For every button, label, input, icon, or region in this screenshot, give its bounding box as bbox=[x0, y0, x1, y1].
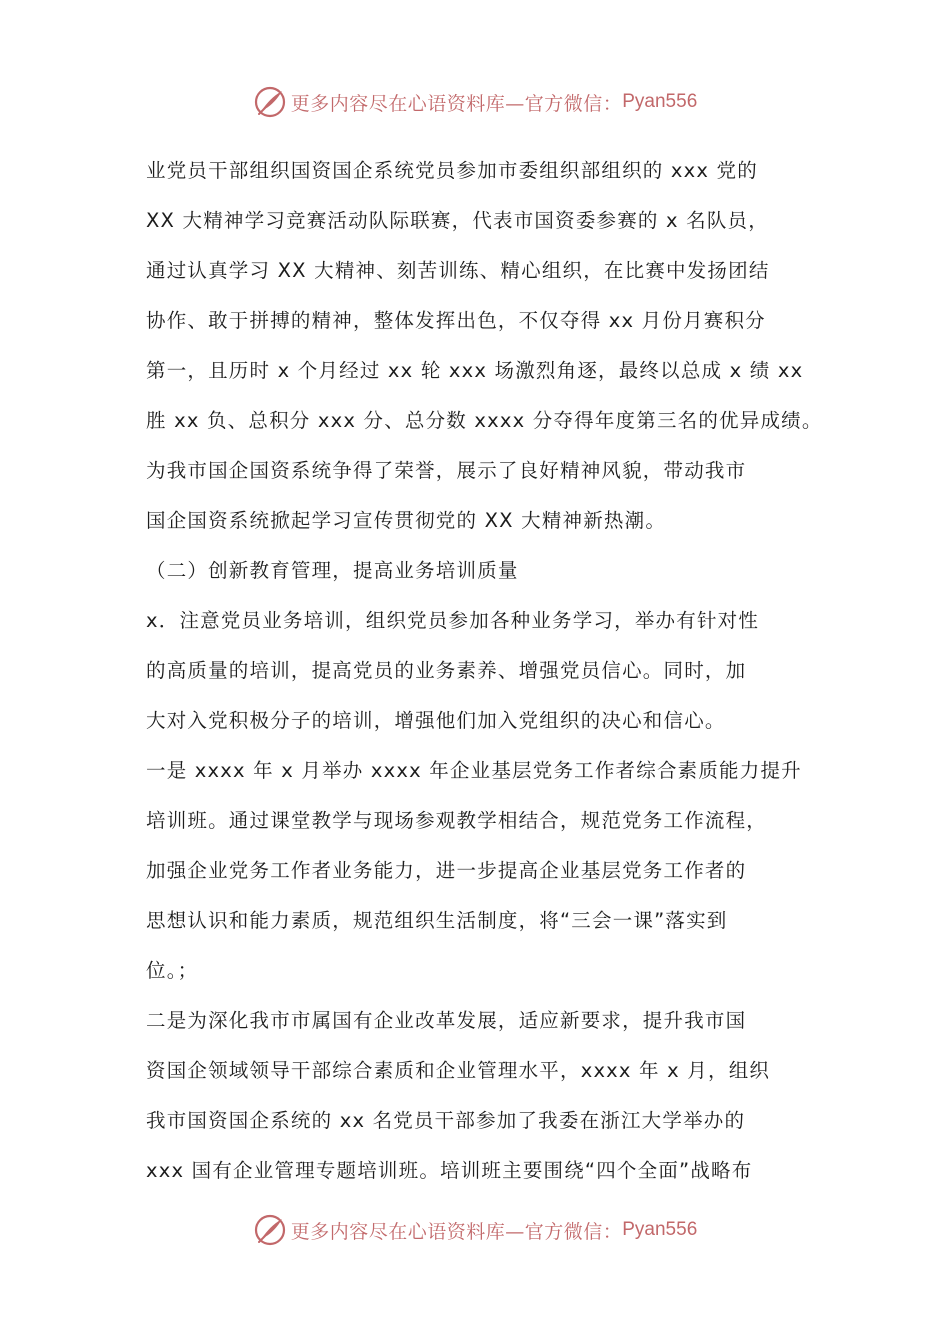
document-body bbox=[146, 146, 823, 1196]
quill-logo-icon bbox=[253, 85, 287, 119]
body-line: 资国企领域领导干部综合素质和企业管理水平，xxxx 年 x 月，组织 bbox=[146, 1059, 771, 1082]
watermark-text: 更多内容尽在心语资料库—官方微信： bbox=[290, 1220, 623, 1243]
body-line: 大对入党积极分子的培训，增强他们加入党组织的决心和信心。 bbox=[146, 709, 726, 732]
body-line: 的高质量的培训，提高党员的业务素养、增强党员信心。同时，加 bbox=[146, 659, 747, 682]
watermark-text: 更多内容尽在心语资料库—官方微信： bbox=[290, 92, 623, 115]
section-heading: （二）创新教育管理，提高业务培训质量 bbox=[146, 559, 519, 582]
body-line: 思想认识和能力素质，规范组织生活制度，将“三会一课”落实到 bbox=[146, 909, 728, 932]
watermark-wechat-id: Pyan556 bbox=[622, 1219, 698, 1240]
body-line: 业党员干部组织国资国企系统党员参加市委组织部组织的 xxx 党的 bbox=[146, 159, 758, 182]
body-line: 为我市国企国资系统争得了荣誉，展示了良好精神风貌，带动我市 bbox=[146, 459, 747, 482]
body-line: 二是为深化我市市属国有企业改革发展，适应新要求，提升我市国 bbox=[146, 1009, 747, 1032]
body-line: 加强企业党务工作者业务能力，进一步提高企业基层党务工作者的 bbox=[146, 859, 747, 882]
body-line: 第一，且历时 x 个月经过 xx 轮 xxx 场激烈角逐，最终以总成 x 绩 xx bbox=[146, 359, 804, 382]
watermark-header bbox=[0, 82, 950, 122]
body-line: 通过认真学习 XX 大精神、刻苦训练、精心组织，在比赛中发扬团结 bbox=[146, 259, 770, 282]
body-line: 我市国资国企系统的 xx 名党员干部参加了我委在浙江大学举办的 bbox=[146, 1109, 746, 1132]
body-line: 协作、敢于拼搏的精神，整体发挥出色，不仅夺得 xx 月份月赛积分 bbox=[146, 309, 766, 332]
body-line: xxx 国有企业管理专题培训班。培训班主要围绕“四个全面”战略布 bbox=[146, 1159, 753, 1182]
body-line: 培训班。通过课堂教学与现场参观教学相结合，规范党务工作流程， bbox=[146, 809, 768, 832]
body-line: 位。； bbox=[146, 959, 199, 982]
body-line: XX 大精神学习竞赛活动队际联赛，代表市国资委参赛的 x 名队员， bbox=[146, 209, 769, 232]
body-line: x．注意党员业务培训，组织党员参加各种业务学习，举办有针对性 bbox=[146, 609, 760, 632]
quill-logo-icon bbox=[253, 1213, 287, 1247]
body-line: 一是 xxxx 年 x 月举办 xxxx 年企业基层党务工作者综合素质能力提升 bbox=[146, 759, 802, 782]
watermark-footer bbox=[0, 1210, 950, 1250]
body-line: 胜 xx 负、总积分 xxx 分、总分数 xxxx 分夺得年度第三名的优异成绩。 bbox=[146, 409, 823, 432]
body-line: 国企国资系统掀起学习宣传贯彻党的 XX 大精神新热潮。 bbox=[146, 509, 667, 532]
watermark-wechat-id: Pyan556 bbox=[622, 91, 698, 112]
